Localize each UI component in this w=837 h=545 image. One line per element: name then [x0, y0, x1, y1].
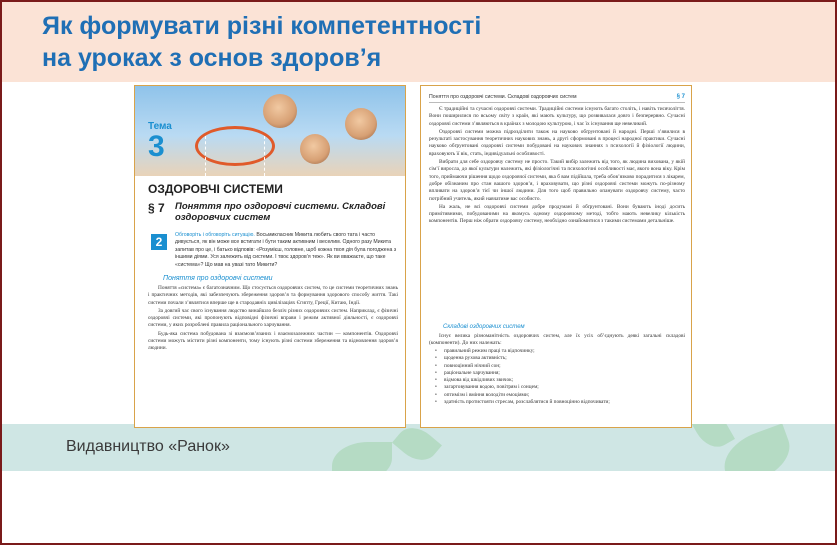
running-head — [429, 94, 685, 103]
publisher-label: Видавництво «Ранок» — [66, 438, 230, 455]
leaf-decoration — [332, 442, 392, 471]
list-item: • оптимізм і вміння володіти емоціями; — [435, 392, 685, 399]
components-list — [435, 348, 685, 406]
question-block — [175, 232, 400, 269]
list-item: • раціональне харчування; — [435, 370, 685, 377]
list-item: • правильний режим праці та відпочинку; — [435, 348, 685, 355]
body-paragraph: Вибрати для себе оздоровчу систему не просто. Такий вибір залежить від того, як людина вихована, у якій сім’ї виросла, до якої культури належить, які фізіологічні та психологічні особливості має, якого вона віку. Крім того, приймаючи рішення щодо оздоровчої системи, яка б вам підійшла, треба обов’язково порадитися з лікарем, добре обізнаним про стан вашого здоров’я, і враховувати, що різні оздоровчі системи можуть по-різному впливати на здоров’я тієї чи іншої людини. Для того щоб правильно опанувати оздоровчу систему, часто потрібний учитель, який навчатиме вас особисто. — [429, 159, 685, 202]
tema-label: Тема — [148, 121, 172, 132]
leaf-decoration — [689, 424, 735, 454]
list-item: • відмова від шкідливих звичок; — [435, 377, 685, 384]
paragraph-title: Поняття про оздоровчі системи. Складові оздоровчих систем — [175, 201, 386, 223]
left-body — [148, 285, 398, 354]
body-paragraph: Поняття «система» є багатозначним. Що стосується оздоровчих систем, то це системи теоретичних знань і практичних методів, які забезпечують збереження здоров’я та формування здорового способу життя. Такі системи почали з’являтися вперше ще в стародавніх цивілізаціях Єгипту, Греції, Китаю, Індії. — [148, 285, 398, 306]
children-photo — [135, 86, 406, 176]
question-icon: 2 — [151, 234, 167, 250]
body-paragraph: За довгий час свого існування людство винайшло безліч різних оздоровчих систем. Наприклад, є фізичні оздоровчі системи, які пропонують відповідні фізичні вправи і режим активної діяльності, є оздоровчі системи, у яких розроблені правила раціонального харчування. — [148, 307, 398, 329]
section-mark: § 7 — [676, 94, 685, 100]
section-title: ОЗДОРОВЧІ СИСТЕМИ — [148, 182, 283, 196]
question-text: Восьмикласник Микита любить свого тата і часто дивується, як він може все встигати і бути таким активним і веселим. Одного разу Микита запитав про це, і батько відповів: «Розумієш, головне, щоб кожна твоя дія була погоджена з іншими діями. Уся залежить від системи. І твоє здоров’я теж». Як ви вважаєте, що таке «система»? Що мав на увазі тато Микити? — [175, 232, 397, 268]
child-figure — [263, 94, 297, 128]
slide-title-line-1: Як формувати різні компетентності — [42, 12, 482, 40]
slide-title — [42, 10, 481, 74]
subheading: Поняття про оздоровчі системи — [163, 275, 273, 282]
intro-paragraph: Існує велика різноманітність оздоровчих систем, але їх усіх об’єднують деякі загальні складові (компоненти). До них належать: — [429, 333, 685, 347]
child-figure — [300, 134, 330, 164]
leaf-decoration — [392, 424, 442, 468]
basketball-net — [205, 136, 265, 176]
paragraph-number: § 7 — [148, 201, 165, 215]
list-item: • повноцінний нічний сон; — [435, 363, 685, 370]
subheading: Складові оздоровчих систем — [443, 324, 525, 330]
body-paragraph: Будь-яка система побудована зі взаємозв’язаних і взаємозалежних частин — компонентів. Оздоровчі системи можуть містити різні компоненти, тому існують різні системи збереження та відновлення здоров’я людини. — [148, 330, 398, 352]
body-paragraph: Є традиційні та сучасні оздоровчі системи. Традиційні системи існують багато століть, і навіть тисячоліття. Вони поширилися по всьому світу з країн, які мають культуру, що розвивалася довго і безперервно. Сучасні оздоровчі системи з’являються в країнах з молодою культурою, і час їх існування ще невеликий. — [429, 106, 685, 127]
list-item: • загартовування водою, повітрям і сонцем; — [435, 384, 685, 391]
body-paragraph: На жаль, не всі оздоровчі системи добре продумані й обґрунтовані. Вони бувають іноді досить примітивними, побудованими на якомусь одному оздоровчому методі, тобто мають невелику кількість компонентів. Перш ніж обрати оздоровчу систему, необхідно ознайомитися з такими системами детальніше. — [429, 203, 685, 225]
child-figure — [345, 108, 377, 140]
textbook-page-right — [420, 85, 692, 428]
question-lead: Обговоріть і обговоріть ситуацію. — [175, 232, 255, 238]
tema-number: 3 — [148, 130, 165, 163]
components-intro — [429, 333, 685, 349]
title-band — [2, 2, 835, 82]
textbook-page-left — [134, 85, 406, 428]
slide-title-line-2: на уроках з основ здоров’я — [42, 44, 382, 72]
list-item: • здатність протистояти стресам, розслаблятися й повноцінно відпочивати; — [435, 399, 685, 406]
body-paragraph: Оздоровчі системи можна підрозділити також на науково обґрунтовані й народні. Перші з’явилися в результаті застосування теоретичних наукових знань, а другі сформовані в процесі народної практики. Сучасні науково обґрунтовані оздоровчі системи побудовані на наукових знаннях з психології й фізіології людини, враховують її вік, стать, індивідуальні особливості. — [429, 128, 685, 157]
list-item: • щоденна рухова активність; — [435, 355, 685, 362]
running-head-text: Поняття про оздоровчі системи. Складові оздоровчих систем — [429, 94, 577, 100]
right-body — [429, 106, 685, 227]
